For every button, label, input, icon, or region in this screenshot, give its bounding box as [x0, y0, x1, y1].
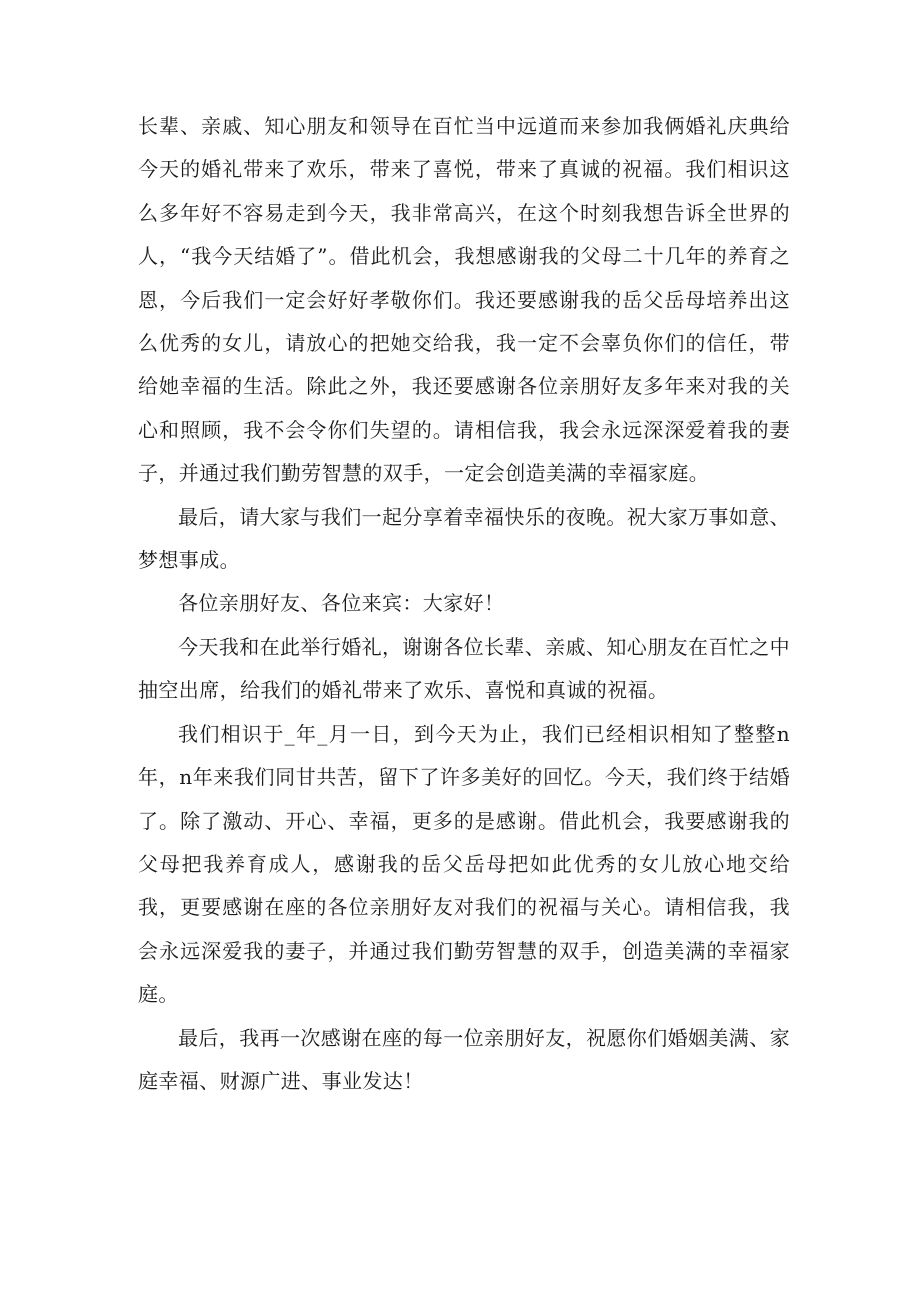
paragraph-2: 最后，请大家与我们一起分享着幸福快乐的夜晚。祝大家万事如意、梦想事成。	[138, 504, 790, 573]
paragraph-5: 我们相识于_年_月一日，到今天为止，我们已经相识相知了整整n年，n年来我们同甘共苦，留下了许多美好的回忆。今天，我们终于结婚了。除了激动、开心、幸福，更多的是感谢。借此机会，我要感谢我的父母把我养育成人，感谢我的岳父岳母把如此优秀的女儿放心地交给我，更要感谢在座的各位亲朋好友对我们的祝福与关心。请相信我，我会永远深爱我的妻子，并通过我们勤劳智慧的双手，创造美满的幸福家庭。	[138, 721, 790, 1007]
document-body	[138, 105, 790, 1103]
paragraph-3-greeting: 各位亲朋好友、各位来宾：大家好！	[178, 591, 505, 616]
paragraph-6: 最后，我再一次感谢在座的每一位亲朋好友，祝愿你们婚姻美满、家庭幸福、财源广进、事业发达！	[138, 1025, 790, 1093]
paragraph-4: 今天我和在此举行婚礼，谢谢各位长辈、亲戚、知心朋友在百忙之中抽空出席，给我们的婚礼带来了欢乐、喜悦和真诚的祝福。	[138, 634, 790, 703]
paragraph-1: 长辈、亲戚、知心朋友和领导在百忙当中远道而来参加我俩婚礼庆典给今天的婚礼带来了欢乐，带来了喜悦，带来了真诚的祝福。我们相识这么多年好不容易走到今天，我非常高兴，在这个时刻我想告诉全世界的人，“我今天结婚了”。借此机会，我想感谢我的父母二十几年的养育之恩，今后我们一定会好好孝敬你们。我还要感谢我的岳父岳母培养出这么优秀的女儿，请放心的把她交给我，我一定不会辜负你们的信任，带给她幸福的生活。除此之外，我还要感谢各位亲朋好友多年来对我的关心和照顾，我不会令你们失望的。请相信我，我会永远深深爱着我的妻子，并通过我们勤劳智慧的双手，一定会创造美满的幸福家庭。	[138, 114, 790, 486]
